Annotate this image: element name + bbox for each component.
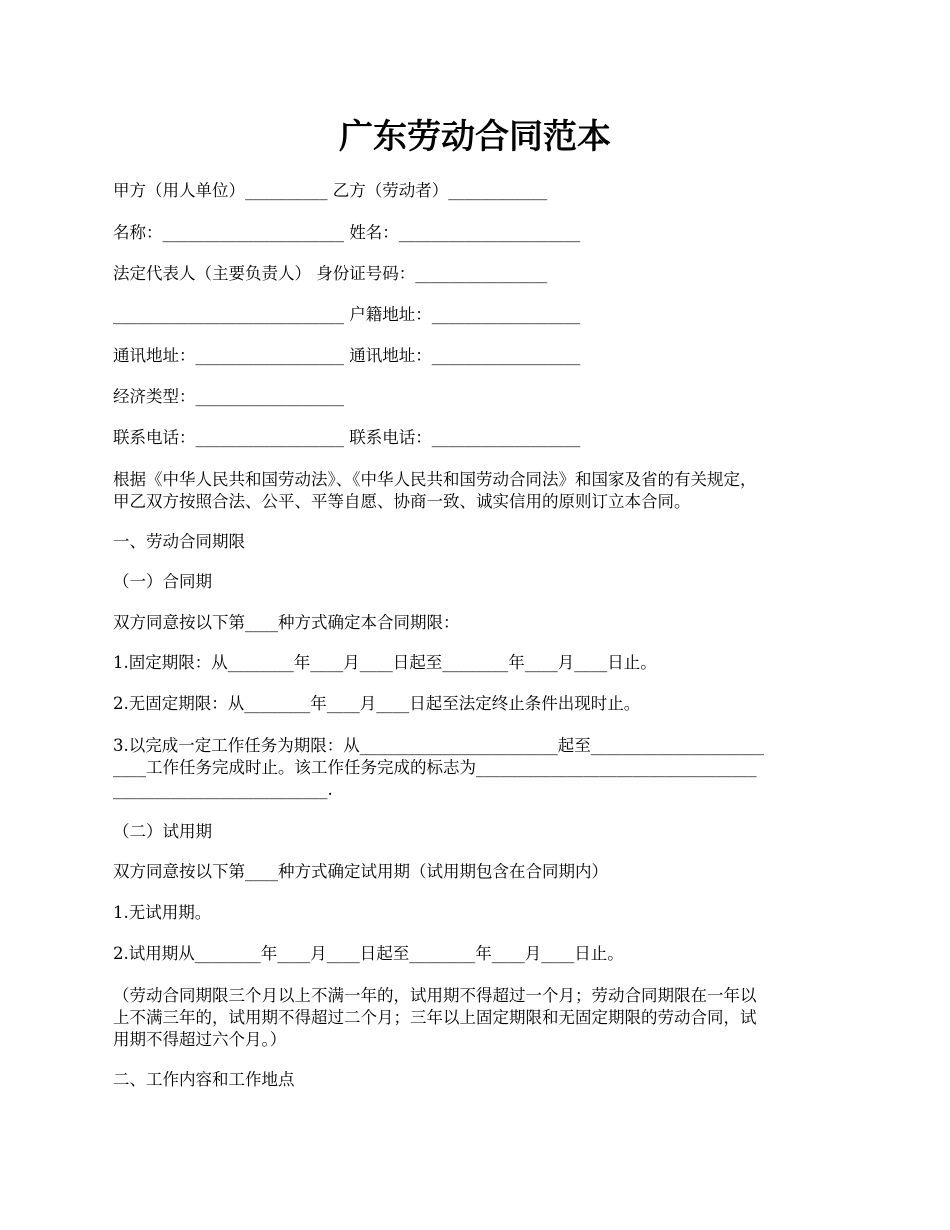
probation-method-line: 双方同意按以下第____种方式确定试用期（试用期包含在合同期内）	[113, 862, 608, 881]
phone-line: 联系电话：__________________ 联系电话：__________________	[113, 428, 581, 447]
household-address-line: ____________________________ 户籍地址：__________________	[113, 305, 581, 324]
subsection-contract-term-heading: （一）合同期	[113, 572, 212, 591]
mailing-address-line: 通讯地址：__________________ 通讯地址：__________________	[113, 346, 581, 365]
subsection-probation-heading: （二）试用期	[113, 822, 212, 841]
party-header-line: 甲方（用人单位）__________ 乙方（劳动者）____________	[113, 181, 548, 200]
probation-period-line: 2.试用期从________年____月____日起至________年____月____日止。	[113, 944, 624, 963]
contract-term-method-line: 双方同意按以下第____种方式确定本合同期限：	[113, 613, 460, 632]
fixed-term-line: 1.固定期限：从________年____月____日起至________年____月____日止。	[113, 653, 657, 672]
name-line: 名称：______________________ 姓名：______________________	[113, 223, 581, 242]
task-based-term-paragraph: 3.以完成一定工作任务为期限：从________________________起至_____________________ ____工作任务完成时止。该工作任务完成的标志为__________________________________ __________________________.	[113, 736, 764, 799]
preamble-paragraph: 根据《中华人民共和国劳动法》、《中华人民共和国劳动合同法》和国家及省的有关规定， 甲乙双方按照合法、公平、平等自愿、协商一致、诚实信用的原则订立本合同。	[113, 470, 757, 511]
section-1-heading: 一、劳动合同期限	[113, 532, 245, 551]
probation-note-paragraph: （劳动合同期限三个月以上不满一年的，试用期不得超过一个月；劳动合同期限在一年以 上不满三年的，试用期不得超过二个月；三年以上固定期限和无固定期限的劳动合同，试 用期不得超过六个月。）	[113, 986, 757, 1049]
legal-rep-id-line: 法定代表人（主要负责人） 身份证号码：________________	[113, 264, 548, 283]
section-2-heading: 二、工作内容和工作地点	[113, 1070, 295, 1089]
document-title: 广东劳动合同范本	[339, 117, 611, 157]
economic-type-line: 经济类型：__________________	[113, 387, 344, 406]
open-ended-term-line: 2.无固定期限：从________年____月____日起至法定终止条件出现时止。	[113, 694, 641, 713]
no-probation-line: 1.无试用期。	[113, 903, 212, 922]
